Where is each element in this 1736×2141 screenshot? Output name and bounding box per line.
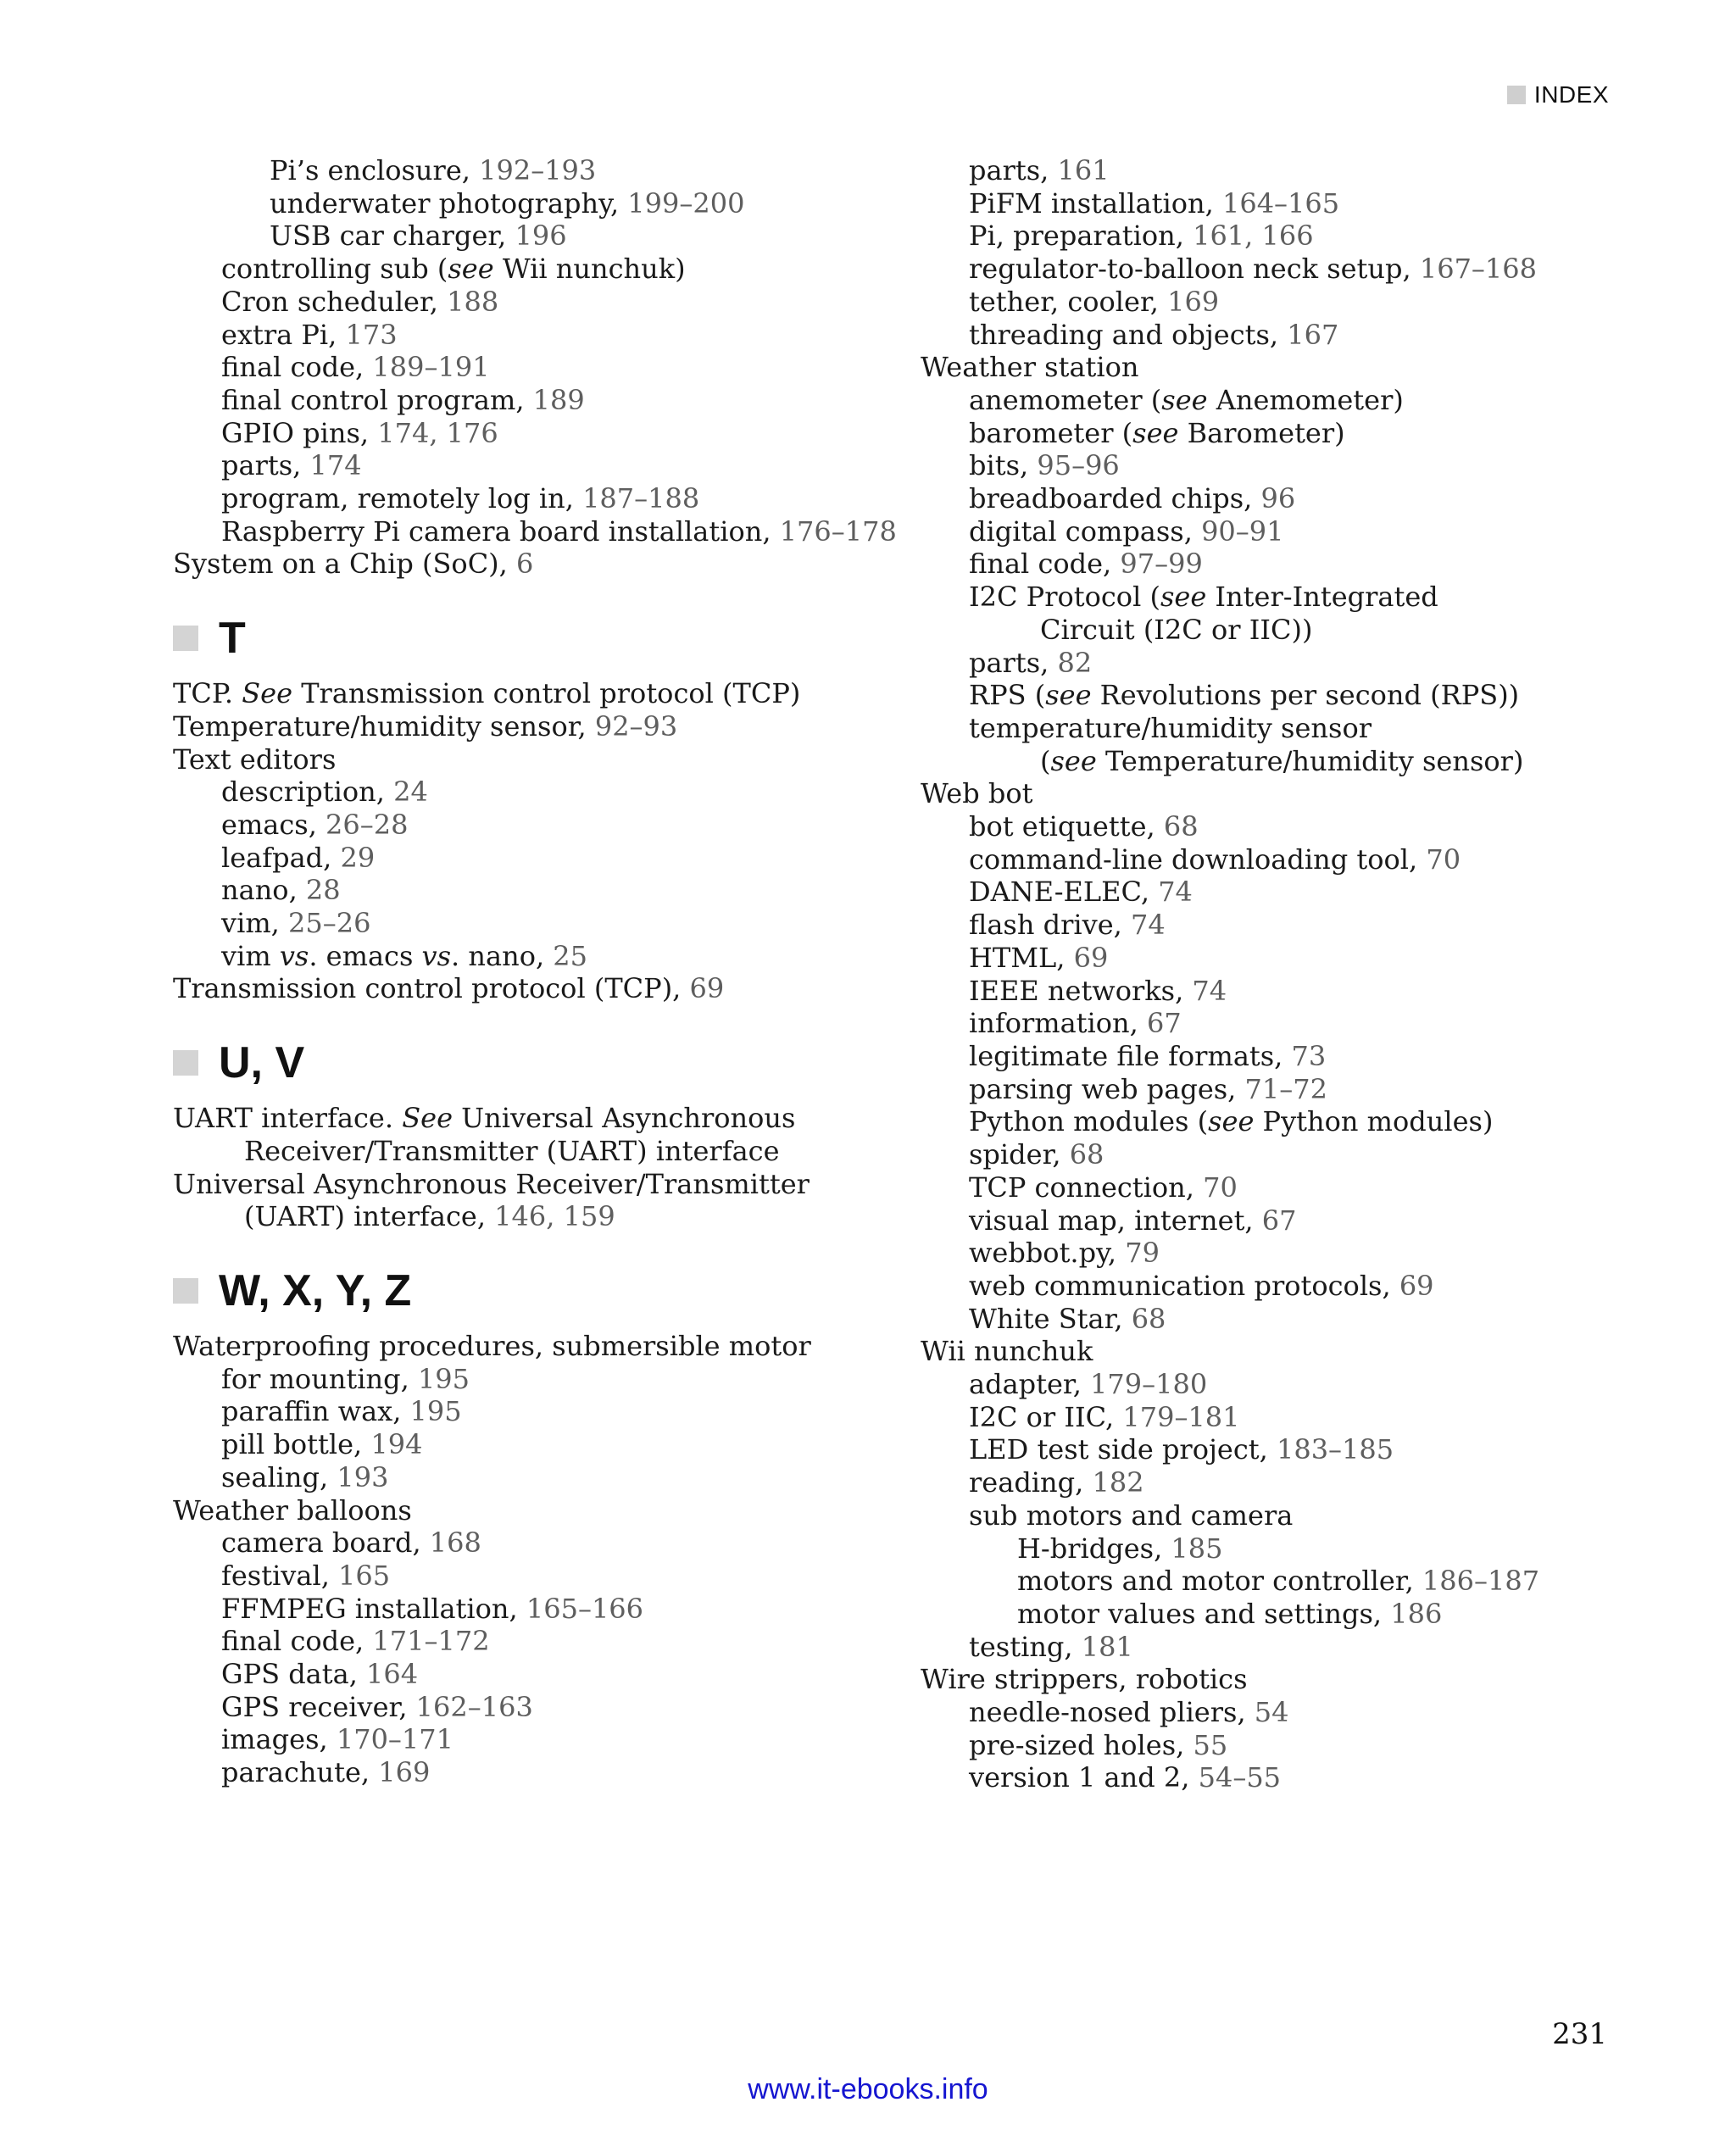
entry-continuation: [969, 614, 1666, 647]
entry-pages: 189–191: [372, 351, 490, 384]
entry-pages: 68: [1131, 1302, 1166, 1335]
entry-see-label: see: [1160, 581, 1207, 614]
index-subentry: [921, 942, 1666, 975]
index-subentry: [173, 1756, 919, 1789]
entry-text: flash drive,: [969, 909, 1131, 942]
entry-text: Transmission control protocol (TCP),: [173, 972, 690, 1005]
entry-text: vim: [221, 939, 280, 972]
index-subentry: [921, 647, 1666, 680]
index-subentry: [921, 286, 1666, 319]
entry-text: regulator-to-balloon neck setup,: [969, 253, 1420, 286]
entry-pages: 187–188: [582, 482, 700, 515]
entry-text: Python modules (: [969, 1105, 1209, 1138]
entry-text: extra Pi,: [221, 318, 346, 351]
entry-text: final code,: [221, 1625, 373, 1658]
entry-text: (: [1040, 744, 1051, 777]
entry-text: Waterproofing procedures, submersible motor: [173, 1329, 811, 1362]
entry-text: spider,: [969, 1138, 1070, 1171]
entry-text: version 1 and 2,: [969, 1761, 1199, 1794]
index-entry: [173, 548, 919, 581]
entry-pages: 189: [532, 383, 585, 416]
index-subentry: [173, 1527, 919, 1560]
entry-text: pre-sized holes,: [969, 1728, 1194, 1761]
index-subentry: [921, 449, 1666, 482]
entry-pages: 183–185: [1276, 1433, 1394, 1466]
entry-text: final control program,: [221, 383, 533, 416]
entry-text: controlling sub (: [221, 253, 448, 286]
index-subentry: [921, 384, 1666, 417]
index-subentry: [173, 482, 919, 515]
entry-text: I2C Protocol (: [969, 581, 1160, 614]
entry-pages: 169: [1167, 285, 1220, 318]
entry-text: GPIO pins,: [221, 416, 378, 449]
entry-text: images,: [221, 1723, 337, 1756]
index-subentry: [173, 940, 919, 973]
entry-text: web communication protocols,: [969, 1269, 1399, 1302]
index-subentry: [921, 1204, 1666, 1237]
index-entry: [921, 351, 1666, 384]
entry-see-label: vs: [421, 939, 452, 972]
entry-text: Revolutions per second (RPS)): [1091, 679, 1520, 712]
entry-text: emacs,: [221, 808, 326, 841]
entry-text: temperature/humidity sensor: [969, 711, 1372, 744]
entry-pages: 176–178: [779, 514, 897, 548]
index-subentry: [173, 809, 919, 842]
entry-text: program, remotely log in,: [221, 482, 583, 515]
entry-pages: 68: [1163, 810, 1199, 843]
entry-text: parts,: [969, 646, 1058, 679]
entry-pages: 164–165: [1221, 186, 1340, 220]
index-entry: [173, 1168, 919, 1233]
index-subentry: [921, 975, 1666, 1008]
index-subentry: [173, 874, 919, 907]
index-subentry: [921, 1040, 1666, 1073]
entry-pages: 73: [1291, 1039, 1327, 1072]
footer-link[interactable]: www.it-ebooks.info: [748, 2073, 988, 2105]
entry-text: Anemometer): [1207, 383, 1404, 416]
index-subentry: [921, 1499, 1666, 1532]
entry-pages: 146, 159: [494, 1200, 615, 1233]
entry-pages: 67: [1261, 1204, 1297, 1237]
entry-pages: 181: [1081, 1630, 1133, 1663]
index-subentry: [173, 154, 919, 187]
entry-text: LED test side project,: [969, 1433, 1277, 1466]
entry-pages: 71–72: [1244, 1072, 1327, 1105]
index-subentry: [921, 1401, 1666, 1434]
index-subentry: [921, 1237, 1666, 1270]
entry-pages: 69: [1399, 1269, 1434, 1302]
entry-pages: 161, 166: [1193, 220, 1314, 253]
section-letter: W, X, Y, Z: [219, 1265, 412, 1315]
entry-pages: 69: [689, 972, 725, 1005]
entry-pages: 188: [447, 285, 499, 318]
index-entry: [173, 710, 919, 743]
entry-pages: 95–96: [1037, 449, 1120, 482]
index-subentry: [921, 1105, 1666, 1138]
entry-see-label: See: [402, 1102, 453, 1135]
index-subentry: [173, 187, 919, 220]
entry-pages: 54: [1254, 1696, 1289, 1729]
index-subentry: [173, 384, 919, 417]
page-number: 231: [1552, 2017, 1607, 2051]
index-subentry: [173, 907, 919, 940]
index-subentry: [173, 776, 919, 809]
entry-text: tether, cooler,: [969, 285, 1168, 318]
entry-pages: 174, 176: [377, 416, 498, 449]
entry-pages: 162–163: [415, 1690, 533, 1723]
entry-pages: 70: [1203, 1171, 1238, 1204]
section-heading: [173, 1039, 919, 1087]
entry-pages: 167: [1287, 318, 1339, 351]
entry-text: USB car charger,: [270, 220, 515, 253]
index-subentry: [921, 253, 1666, 286]
entry-pages: 186–187: [1422, 1565, 1540, 1598]
entry-text: leafpad,: [221, 841, 341, 874]
entry-text: webbot.py,: [969, 1237, 1126, 1270]
entry-text: Raspberry Pi camera board installation,: [221, 514, 780, 548]
entry-text: Cron scheduler,: [221, 285, 448, 318]
index-subentry: [921, 319, 1666, 352]
entry-text: threading and objects,: [969, 318, 1288, 351]
entry-text: barometer (: [969, 416, 1133, 449]
index-subentry: [921, 1696, 1666, 1729]
section-letter: U, V: [219, 1038, 305, 1088]
entry-pages: 173: [345, 318, 398, 351]
index-subentry: [921, 1270, 1666, 1303]
entry-pages: 25: [553, 939, 588, 972]
index-entry: [173, 743, 919, 776]
entry-pages: 192–193: [479, 154, 597, 186]
entry-pages: 26–28: [326, 808, 409, 841]
entry-text: breadboarded chips,: [969, 482, 1261, 515]
index-subentry: [173, 1593, 919, 1626]
entry-text: Wire strippers, robotics: [921, 1663, 1248, 1696]
index-subentry: [921, 1303, 1666, 1336]
index-subentry: [173, 515, 919, 548]
entry-pages: 25–26: [288, 907, 371, 940]
entry-pages: 186: [1390, 1597, 1443, 1630]
entry-text: Wii nunchuk: [921, 1335, 1093, 1368]
entry-continuation: [173, 1135, 919, 1168]
index-subentry: [921, 1171, 1666, 1204]
index-subentry: [173, 1363, 919, 1396]
entry-text: parsing web pages,: [969, 1072, 1245, 1105]
entry-pages: 6: [516, 548, 534, 581]
index-subentry: [173, 1461, 919, 1494]
index-subentry: [921, 154, 1666, 187]
entry-see-label: see: [1208, 1105, 1255, 1138]
entry-text: Weather station: [921, 351, 1139, 384]
entry-text: TCP.: [173, 677, 242, 710]
entry-pages: 79: [1125, 1237, 1160, 1270]
entry-text: (UART) interface,: [244, 1200, 495, 1233]
index-subentry: [173, 1560, 919, 1593]
entry-pages: 165–166: [526, 1592, 644, 1625]
entry-see-label: see: [1161, 383, 1208, 416]
index-subentry: [173, 220, 919, 253]
index-subentry: [921, 515, 1666, 548]
entry-pages: 164: [366, 1658, 419, 1691]
entry-see-label: see: [1132, 416, 1179, 449]
entry-pages: 70: [1426, 842, 1461, 876]
entry-text: nano,: [221, 874, 306, 907]
entry-text: Temperature/humidity sensor): [1096, 744, 1524, 777]
entry-text: . nano,: [451, 939, 554, 972]
index-subentry: [921, 482, 1666, 515]
index-entry: [173, 1330, 919, 1363]
entry-pages: 167–168: [1419, 253, 1537, 286]
section-letter: T: [219, 614, 246, 664]
index-entry: [921, 1663, 1666, 1696]
entry-pages: 92–93: [594, 709, 678, 742]
index-subentry: [921, 1433, 1666, 1466]
index-subentry: [173, 1625, 919, 1658]
index-entry: [173, 1102, 919, 1167]
index-subentry: [173, 351, 919, 384]
index-subentry: [921, 679, 1666, 712]
entry-see-label: see: [448, 253, 494, 286]
entry-text: motor values and settings,: [1017, 1597, 1391, 1630]
index-subentry: [921, 1761, 1666, 1794]
section-square-icon: [173, 1050, 198, 1076]
index-subentry: [921, 187, 1666, 220]
entry-text: legitimate file formats,: [969, 1039, 1292, 1072]
index-subentry: [921, 581, 1666, 646]
entry-text: vim,: [221, 907, 288, 940]
entry-text: paraffin wax,: [221, 1395, 410, 1428]
index-subentry: [921, 1138, 1666, 1171]
entry-text: parts,: [969, 154, 1058, 186]
entry-text: final code,: [969, 548, 1121, 581]
entry-see-label: vs: [279, 939, 309, 972]
section-heading: [173, 1267, 919, 1315]
entry-pages: 74: [1192, 974, 1227, 1007]
entry-pages: 174: [309, 449, 362, 482]
index-subentry: [173, 1723, 919, 1756]
entry-text: final code,: [221, 351, 373, 384]
entry-text: parts,: [221, 449, 310, 482]
index-subentry: [921, 1598, 1666, 1631]
index-subentry: [173, 1428, 919, 1461]
entry-text: DANE-ELEC,: [969, 876, 1159, 909]
entry-text: Text editors: [173, 742, 337, 776]
entry-continuation: [173, 1200, 919, 1233]
entry-text: visual map, internet,: [969, 1204, 1262, 1237]
entry-pages: 97–99: [1120, 548, 1203, 581]
entry-text: bot etiquette,: [969, 810, 1164, 843]
index-subentry: [173, 319, 919, 352]
index-subentry: [173, 1658, 919, 1691]
index-subentry: [921, 417, 1666, 450]
index-subentry: [173, 1691, 919, 1724]
entry-pages: 67: [1146, 1007, 1182, 1040]
entry-text: Wii nunchuk): [493, 253, 686, 286]
index-subentry: [921, 1466, 1666, 1499]
entry-pages: 29: [340, 841, 376, 874]
entry-text: festival,: [221, 1559, 339, 1592]
entry-text: description,: [221, 776, 394, 809]
entry-text: for mounting,: [221, 1362, 418, 1395]
entry-pages: 74: [1131, 909, 1166, 942]
index-subentry: [173, 417, 919, 450]
index-subentry: [921, 1631, 1666, 1664]
entry-see-label: see: [1045, 679, 1092, 712]
entry-text: Weather balloons: [173, 1493, 412, 1527]
entry-pages: 161: [1057, 154, 1110, 186]
entry-text: Inter-Integrated: [1206, 581, 1438, 614]
entry-text: IEEE networks,: [969, 974, 1193, 1007]
index-subentry: [921, 1368, 1666, 1401]
entry-pages: 82: [1057, 646, 1093, 679]
entry-text: digital compass,: [969, 514, 1202, 548]
entry-pages: 168: [429, 1527, 481, 1560]
index-column-right: [921, 154, 1666, 1794]
entry-text: . emacs: [309, 939, 422, 972]
entry-pages: 54–55: [1198, 1761, 1282, 1794]
entry-pages: 185: [1171, 1532, 1223, 1565]
entry-text: bits,: [969, 449, 1038, 482]
index-subentry: [921, 843, 1666, 876]
entry-pages: 195: [409, 1395, 462, 1428]
entry-pages: 170–171: [336, 1723, 453, 1756]
entry-pages: 74: [1158, 876, 1193, 909]
entry-pages: 179–181: [1122, 1400, 1240, 1433]
entry-text: Pi, preparation,: [969, 220, 1194, 253]
entry-text: Pi’s enclosure,: [270, 154, 480, 186]
entry-pages: 169: [378, 1756, 431, 1789]
entry-pages: 69: [1073, 941, 1109, 974]
index-subentry: [173, 449, 919, 482]
entry-text: Transmission control protocol (TCP): [292, 677, 801, 710]
entry-text: I2C or IIC,: [969, 1400, 1123, 1433]
index-subentry: [921, 548, 1666, 581]
index-subentry: [173, 286, 919, 319]
entry-text: TCP connection,: [969, 1171, 1204, 1204]
entry-text: underwater photography,: [270, 186, 628, 220]
index-subentry: [921, 876, 1666, 909]
footer: [0, 2073, 1736, 2106]
entry-text: Universal Asynchronous Receiver/Transmitter: [173, 1167, 810, 1200]
index-entry: [173, 1494, 919, 1527]
entry-text: command-line downloading tool,: [969, 842, 1427, 876]
entry-text: information,: [969, 1007, 1147, 1040]
entry-see-label: See: [242, 677, 293, 710]
entry-pages: 195: [417, 1362, 470, 1395]
entry-text: White Star,: [969, 1302, 1132, 1335]
index-subentry: [921, 1532, 1666, 1565]
index-entry: [921, 777, 1666, 810]
entry-pages: 28: [305, 874, 341, 907]
index-subentry: [921, 712, 1666, 777]
entry-text: FFMPEG installation,: [221, 1592, 526, 1625]
index-subentry: [921, 1007, 1666, 1040]
entry-text: Web bot: [921, 777, 1033, 810]
entry-text: H-bridges,: [1017, 1532, 1171, 1565]
entry-pages: 165: [338, 1559, 391, 1592]
entry-text: testing,: [969, 1630, 1082, 1663]
index-subentry: [921, 1565, 1666, 1598]
entry-text: UART interface.: [173, 1102, 403, 1135]
entry-pages: 199–200: [627, 186, 745, 220]
entry-text: Receiver/Transmitter (UART) interface: [244, 1134, 780, 1167]
running-header: [1507, 81, 1609, 108]
entry-see-label: see: [1050, 744, 1097, 777]
entry-text: camera board,: [221, 1527, 430, 1560]
index-entry: [173, 677, 919, 710]
entry-pages: 193: [337, 1460, 389, 1493]
entry-text: RPS (: [969, 679, 1046, 712]
header-label: INDEX: [1533, 81, 1609, 108]
index-subentry: [921, 1729, 1666, 1762]
entry-text: anemometer (: [969, 383, 1162, 416]
entry-text: needle-nosed pliers,: [969, 1696, 1255, 1729]
entry-text: pill bottle,: [221, 1428, 371, 1461]
entry-pages: 179–180: [1090, 1368, 1208, 1401]
entry-text: PiFM installation,: [969, 186, 1222, 220]
entry-pages: 182: [1092, 1466, 1144, 1499]
index-subentry: [921, 909, 1666, 942]
index-column-left: [173, 154, 919, 1789]
entry-pages: 196: [515, 220, 567, 253]
index-subentry: [173, 1395, 919, 1428]
entry-pages: 55: [1193, 1728, 1228, 1761]
section-heading: [173, 614, 919, 662]
entry-pages: 90–91: [1201, 514, 1284, 548]
index-entry: [173, 972, 919, 1005]
section-square-icon: [173, 626, 198, 651]
entry-text: adapter,: [969, 1368, 1091, 1401]
entry-text: motors and motor controller,: [1017, 1565, 1422, 1598]
entry-text: GPS receiver,: [221, 1690, 416, 1723]
entry-continuation: [969, 745, 1666, 778]
entry-text: Barometer): [1178, 416, 1345, 449]
entry-text: HTML,: [969, 941, 1074, 974]
entry-text: Circuit (I2C or IIC)): [1040, 613, 1313, 646]
entry-pages: 96: [1260, 482, 1296, 515]
header-square-icon: [1507, 86, 1526, 104]
entry-text: Temperature/humidity sensor,: [173, 709, 595, 742]
entry-text: sub motors and camera: [969, 1499, 1294, 1532]
entry-text: reading,: [969, 1466, 1093, 1499]
section-square-icon: [173, 1278, 198, 1304]
entry-text: sealing,: [221, 1460, 337, 1493]
index-subentry: [921, 810, 1666, 843]
index-subentry: [173, 842, 919, 875]
entry-text: Python modules): [1254, 1105, 1494, 1138]
entry-pages: 24: [393, 776, 428, 809]
index-subentry: [921, 1073, 1666, 1106]
entry-text: System on a Chip (SoC),: [173, 548, 516, 581]
index-subentry: [921, 220, 1666, 253]
entry-pages: 194: [370, 1428, 423, 1461]
index-subentry: [173, 253, 919, 286]
index-entry: [921, 1335, 1666, 1368]
entry-pages: 171–172: [372, 1625, 490, 1658]
entry-text: parachute,: [221, 1756, 379, 1789]
entry-pages: 68: [1069, 1138, 1104, 1171]
entry-text: Universal Asynchronous: [453, 1102, 796, 1135]
entry-text: GPS data,: [221, 1658, 367, 1691]
